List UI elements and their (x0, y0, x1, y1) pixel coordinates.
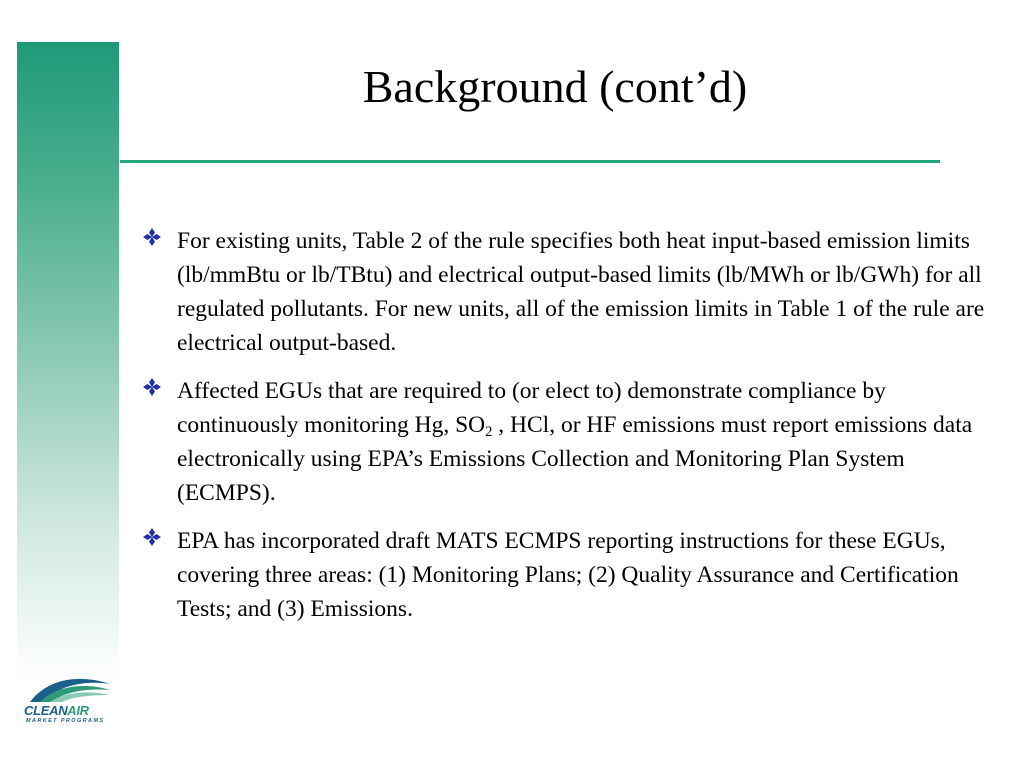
logo-wordmark (24, 703, 89, 718)
bullet-text (177, 374, 992, 510)
diamond-bullet-icon (142, 377, 162, 397)
diamond-bullet-icon (142, 227, 162, 247)
bullet-text: For existing units, Table 2 of the rule specifies both heat input-based emission limits (lb/mmBtu or lb/TBtu) and electrical output-based limits (lb/MWh or lb/GWh) for all regulated pollutants. For new units, all of the emission limits in Table 1 of the rule are electrical output-based. (177, 228, 985, 356)
logo-word-clean: CLEAN (24, 703, 68, 718)
slide-title: Background (cont’d) (362, 61, 748, 112)
bullet-text-part: Affected EGUs that are required to (or elect to) demonstrate compliance by continuously monitoring Hg, SO (177, 378, 886, 438)
logo-word-air: AIR (67, 703, 89, 718)
bullet-item (142, 224, 992, 360)
bullet-item (142, 524, 992, 626)
clean-air-logo (20, 672, 116, 730)
bullet-list (142, 224, 992, 640)
logo-subtitle: MARKET PROGRAMS (26, 718, 105, 724)
title-divider (120, 160, 940, 163)
wave-logo-icon (28, 672, 112, 704)
diamond-bullet-icon (142, 527, 162, 547)
bullet-item (142, 374, 992, 510)
side-gradient-bar (17, 42, 119, 682)
subscript-2: 2 (485, 424, 493, 441)
bullet-text: EPA has incorporated draft MATS ECMPS reporting instructions for these EGUs, covering three areas: (1) Monitoring Plans; (2) Quality Assurance and Certification Tests; and (3) Emissions. (177, 528, 959, 622)
bullet-text-part: , HCl, or HF emissions must report emissions data electronically using EPA’s Emissions Collection and Monitoring Plan System (ECMPS). (177, 412, 973, 506)
